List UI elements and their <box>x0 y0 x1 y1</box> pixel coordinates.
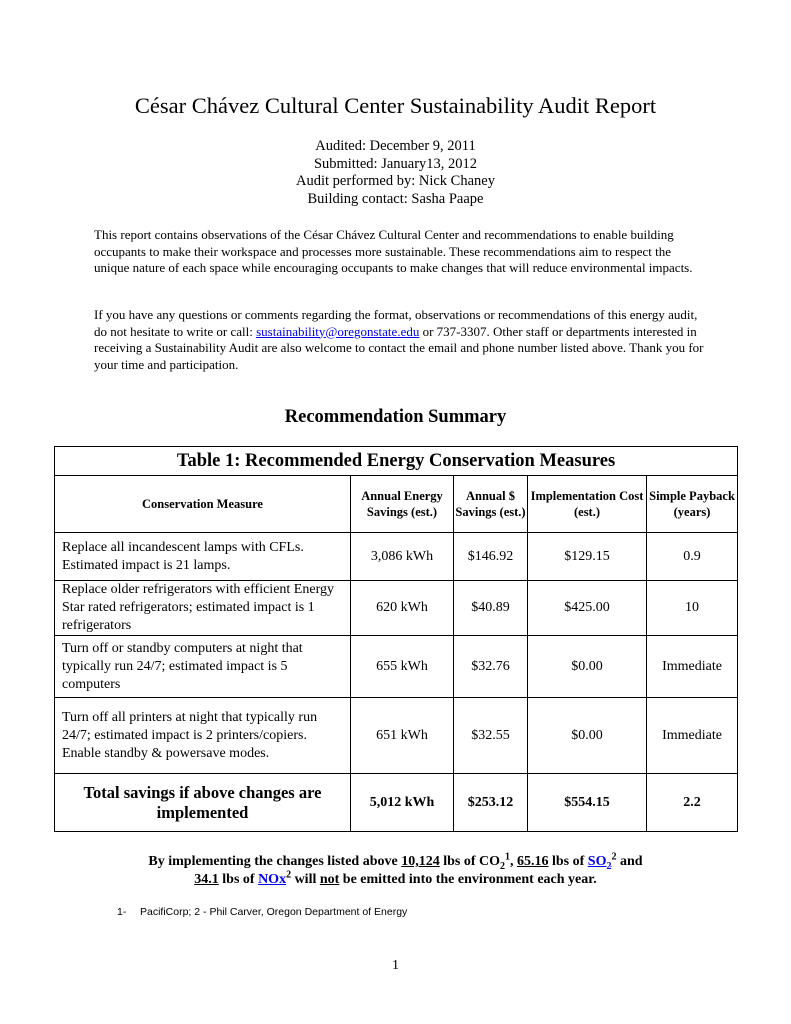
footnote-number: 1- <box>117 906 127 918</box>
nox-link[interactable]: NOx <box>258 872 287 887</box>
so2-link-text: SO <box>587 854 607 869</box>
header-dollars: Annual $ Savings (est.) <box>454 476 528 533</box>
impact-text: , <box>510 854 517 869</box>
row-dollars: $32.55 <box>454 698 528 774</box>
total-label: Total savings if above changes are implemented <box>55 774 351 832</box>
impact-text: By implementing the changes listed above <box>148 854 402 869</box>
impact-text: will <box>291 872 320 887</box>
impact-text: be emitted into the environment each year. <box>339 872 597 887</box>
row-cost: $0.00 <box>528 698 647 774</box>
sustainability-email-link[interactable]: sustainability@oregonstate.edu <box>256 323 420 339</box>
co2-value: 10,124 <box>401 854 440 869</box>
header-cost: Implementation Cost (est.) <box>528 476 647 533</box>
row-payback: 0.9 <box>647 533 738 581</box>
section-heading: Recommendation Summary <box>284 407 507 427</box>
conservation-measures-table <box>54 446 738 832</box>
so2-subscript: 2 <box>606 860 612 872</box>
emissions-impact-statement <box>0 853 791 889</box>
contact-text-before: If you have any questions or comments regarding the format, observations or recommendations of this energy audit, do not hesitate to write or call: <box>94 307 698 339</box>
audit-meta <box>0 138 791 208</box>
table-row <box>55 698 738 774</box>
row-measure: Turn off or standby computers at night that typically run 24/7; estimated impact is 5 computers <box>55 636 351 698</box>
row-energy: 655 kWh <box>351 636 454 698</box>
row-payback: Immediate <box>647 636 738 698</box>
contact-paragraph <box>94 307 704 373</box>
table-caption: Table 1: Recommended Energy Conservation Measures <box>55 447 738 476</box>
row-payback: Immediate <box>647 698 738 774</box>
impact-text: and <box>616 854 643 869</box>
row-measure: Turn off all printers at night that typically run 24/7; estimated impact is 2 printers/copiers. Enable standby & powersave modes. <box>55 698 351 774</box>
so2-value: 65.16 <box>517 854 549 869</box>
total-energy: 5,012 kWh <box>351 774 454 832</box>
row-dollars: $40.89 <box>454 581 528 636</box>
row-measure: Replace all incandescent lamps with CFLs. Estimated impact is 21 lamps. <box>55 533 351 581</box>
row-cost: $129.15 <box>528 533 647 581</box>
row-dollars: $32.76 <box>454 636 528 698</box>
not-emphasis: not <box>319 872 340 887</box>
so2-link[interactable] <box>587 854 612 872</box>
impact-text: lbs of <box>218 872 259 887</box>
row-cost: $0.00 <box>528 636 647 698</box>
submitted-date: Submitted: January13, 2012 <box>313 155 478 172</box>
header-payback: Simple Payback (years) <box>647 476 738 533</box>
table-row <box>55 581 738 636</box>
impact-text: lbs of <box>548 854 588 869</box>
impact-text: lbs of CO <box>439 854 500 869</box>
nox-footnote-ref: 2 <box>286 869 292 881</box>
row-energy: 651 kWh <box>351 698 454 774</box>
audited-date: Audited: December 9, 2011 <box>315 138 476 154</box>
table-row <box>55 533 738 581</box>
total-dollars: $253.12 <box>454 774 528 832</box>
footnote-text: PacifiCorp; 2 - Phil Carver, Oregon Department of Energy <box>140 906 408 918</box>
impact-line-2 <box>0 871 791 889</box>
header-energy: Annual Energy Savings (est.) <box>351 476 454 533</box>
impact-line-1 <box>0 853 791 871</box>
auditor: Audit performed by: Nick Chaney <box>296 173 495 189</box>
table-row <box>55 636 738 698</box>
total-payback: 2.2 <box>647 774 738 832</box>
row-energy: 3,086 kWh <box>351 533 454 581</box>
co2-footnote-ref: 1 <box>505 851 510 863</box>
row-cost: $425.00 <box>528 581 647 636</box>
contact-text-after: or 737-3307. Other staff or departments interested in receiving a Sustainability Audit are also welcome to contact the email and phone number listed above. Thank you for your time and participation. <box>94 323 704 372</box>
intro-paragraph: This report contains observations of the César Chávez Cultural Center and recommendations to enable building occupants to make their workspace and processes more sustainable. These recommendations aim to respect the unique nature of each space while encouraging occupants to make changes that will reduce environmental impacts. <box>94 227 693 275</box>
header-measure: Conservation Measure <box>55 476 351 533</box>
so2-footnote-ref: 2 <box>611 851 617 863</box>
report-title: César Chávez Cultural Center Sustainability Audit Report <box>134 93 657 118</box>
co2-subscript: 2 <box>500 860 505 872</box>
table-total-row <box>55 774 738 832</box>
row-dollars: $146.92 <box>454 533 528 581</box>
row-measure: Replace older refrigerators with efficient Energy Star rated refrigerators; estimated impact is 1 refrigerators <box>55 581 351 636</box>
total-cost: $554.15 <box>528 774 647 832</box>
nox-value: 34.1 <box>194 872 219 887</box>
footnote <box>117 905 407 919</box>
page-number: 1 <box>392 958 399 973</box>
row-energy: 620 kWh <box>351 581 454 636</box>
building-contact: Building contact: Sasha Paape <box>307 190 484 207</box>
table-header-row <box>55 476 738 533</box>
row-payback: 10 <box>647 581 738 636</box>
